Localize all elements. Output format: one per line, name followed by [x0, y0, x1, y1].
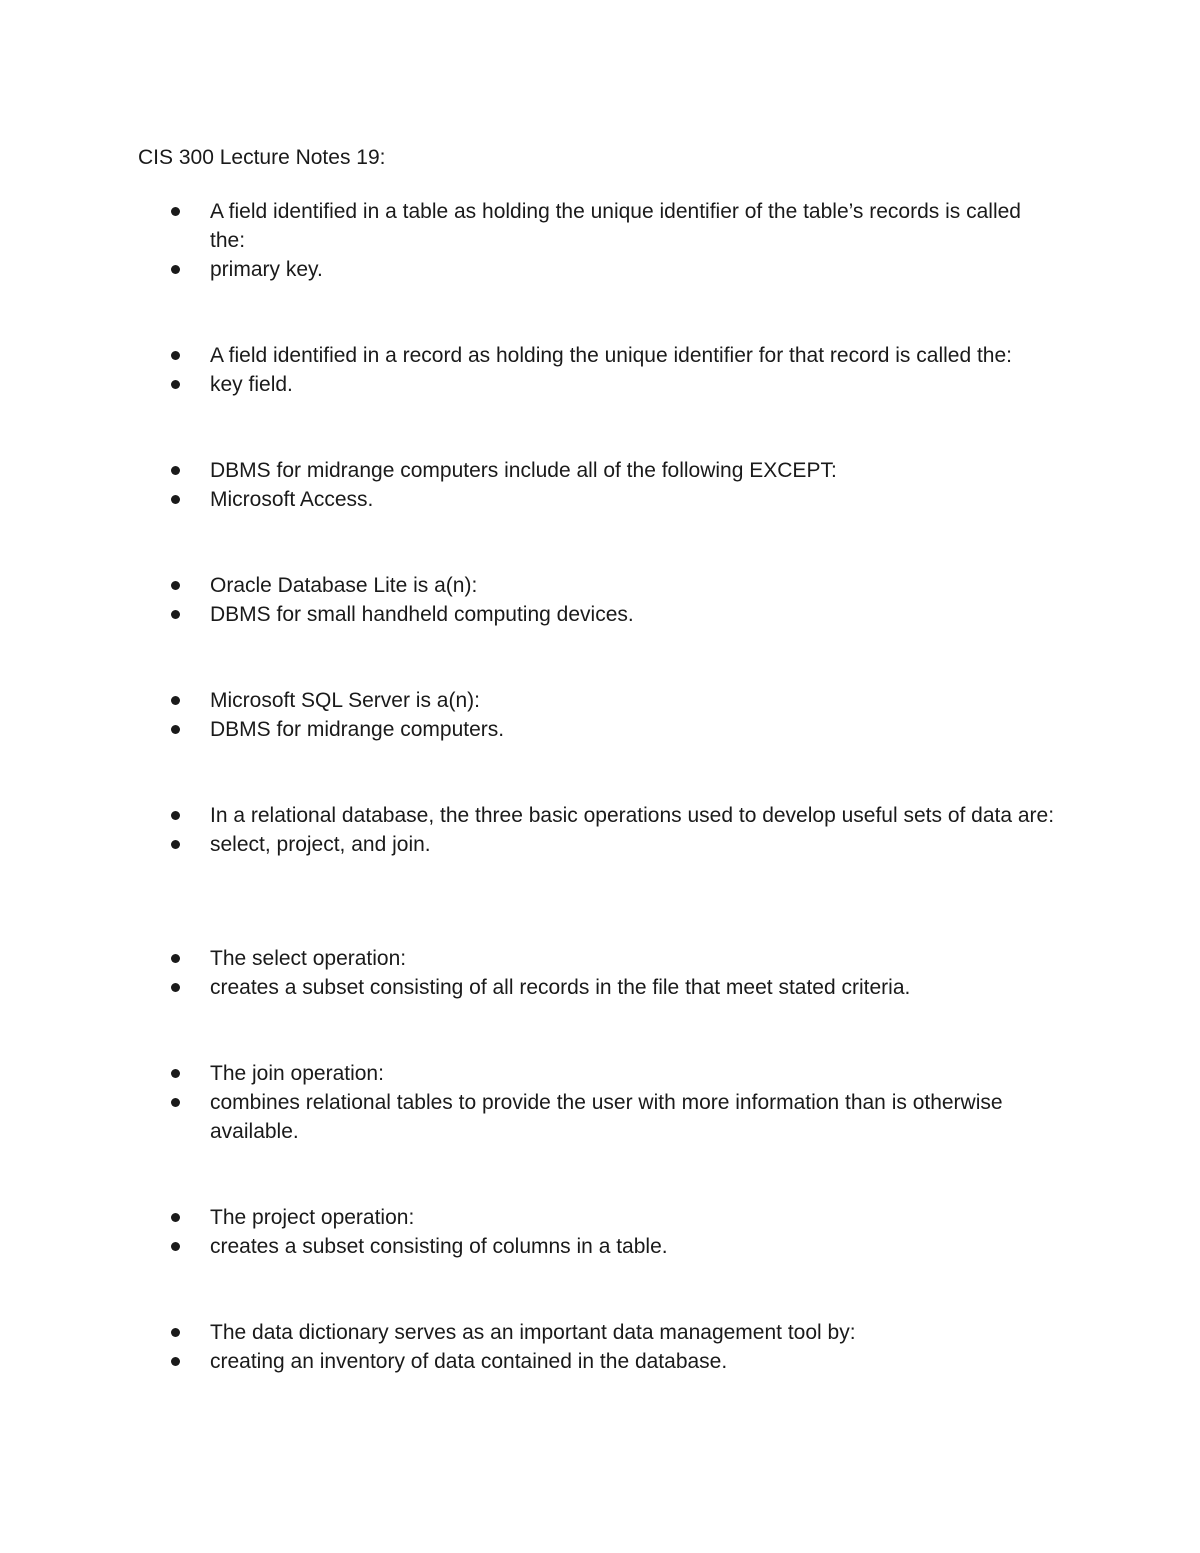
question-item [210, 571, 1060, 600]
answer-text: DBMS for small handheld computing devices. [210, 603, 634, 626]
answer-item [210, 600, 1060, 629]
bullet-icon [171, 1328, 180, 1337]
question-text: A field identified in a table as holding the unique identifier of the table’s records is called the: [210, 200, 1021, 252]
question-item [210, 341, 1060, 370]
bullet-icon [171, 1098, 180, 1107]
qa-group [210, 456, 1060, 514]
question-text: The project operation: [210, 1206, 415, 1229]
answer-item [210, 1232, 1060, 1261]
answer-text: creating an inventory of data contained in the database. [210, 1350, 728, 1373]
qa-group [210, 944, 1060, 1002]
bullet-icon [171, 696, 180, 705]
qa-group [210, 341, 1060, 399]
bullet-icon [171, 265, 180, 274]
question-item [210, 686, 1060, 715]
answer-item [210, 715, 1060, 744]
bullet-icon [171, 380, 180, 389]
bullet-icon [171, 351, 180, 360]
qa-group [210, 1059, 1060, 1146]
answer-item [210, 485, 1060, 514]
qa-group [210, 197, 1060, 284]
answer-item [210, 830, 1060, 859]
bullet-icon [171, 1213, 180, 1222]
answer-text: Microsoft Access. [210, 488, 374, 511]
question-item [210, 944, 1060, 973]
answer-text: DBMS for midrange computers. [210, 718, 505, 741]
qa-group [210, 571, 1060, 629]
bullet-icon [171, 581, 180, 590]
answer-item [210, 1347, 1060, 1376]
bullet-icon [171, 983, 180, 992]
question-text: The data dictionary serves as an important data management tool by: [210, 1321, 856, 1344]
qa-group [210, 686, 1060, 744]
answer-text: select, project, and join. [210, 833, 431, 856]
question-text: Microsoft SQL Server is a(n): [210, 689, 480, 712]
bullet-icon [171, 495, 180, 504]
bullet-icon [171, 466, 180, 475]
answer-text: primary key. [210, 258, 323, 281]
bullet-icon [171, 811, 180, 820]
answer-item [210, 973, 1060, 1002]
question-item [210, 1203, 1060, 1232]
question-text: The select operation: [210, 947, 407, 970]
answer-text: creates a subset consisting of all records in the file that meet stated criteria. [210, 976, 911, 999]
answer-text: combines relational tables to provide the user with more information than is otherwise available. [210, 1091, 1003, 1143]
question-text: Oracle Database Lite is a(n): [210, 574, 478, 597]
bullet-icon [171, 840, 180, 849]
question-item [210, 1059, 1060, 1088]
qa-group [210, 801, 1060, 859]
question-text: The join operation: [210, 1062, 384, 1085]
bullet-icon [171, 207, 180, 216]
answer-text: creates a subset consisting of columns in a table. [210, 1235, 668, 1258]
qa-group [210, 1203, 1060, 1261]
question-text: DBMS for midrange computers include all of the following EXCEPT: [210, 459, 837, 482]
qa-group [210, 1318, 1060, 1376]
question-item [210, 197, 1060, 255]
bullet-icon [171, 1357, 180, 1366]
bullet-icon [171, 725, 180, 734]
question-item [210, 456, 1060, 485]
question-item [210, 1318, 1060, 1347]
bullet-icon [171, 1069, 180, 1078]
bullet-icon [171, 1242, 180, 1251]
answer-item [210, 255, 1060, 284]
page-title: CIS 300 Lecture Notes 19: [138, 146, 386, 169]
answer-item [210, 370, 1060, 399]
answer-item [210, 1088, 1060, 1146]
answer-text: key field. [210, 373, 293, 396]
question-text: In a relational database, the three basic operations used to develop useful sets of data are: [210, 804, 1055, 827]
question-text: A field identified in a record as holding the unique identifier for that record is called the: [210, 344, 1012, 367]
question-item [210, 801, 1060, 830]
bullet-icon [171, 610, 180, 619]
bullet-icon [171, 954, 180, 963]
